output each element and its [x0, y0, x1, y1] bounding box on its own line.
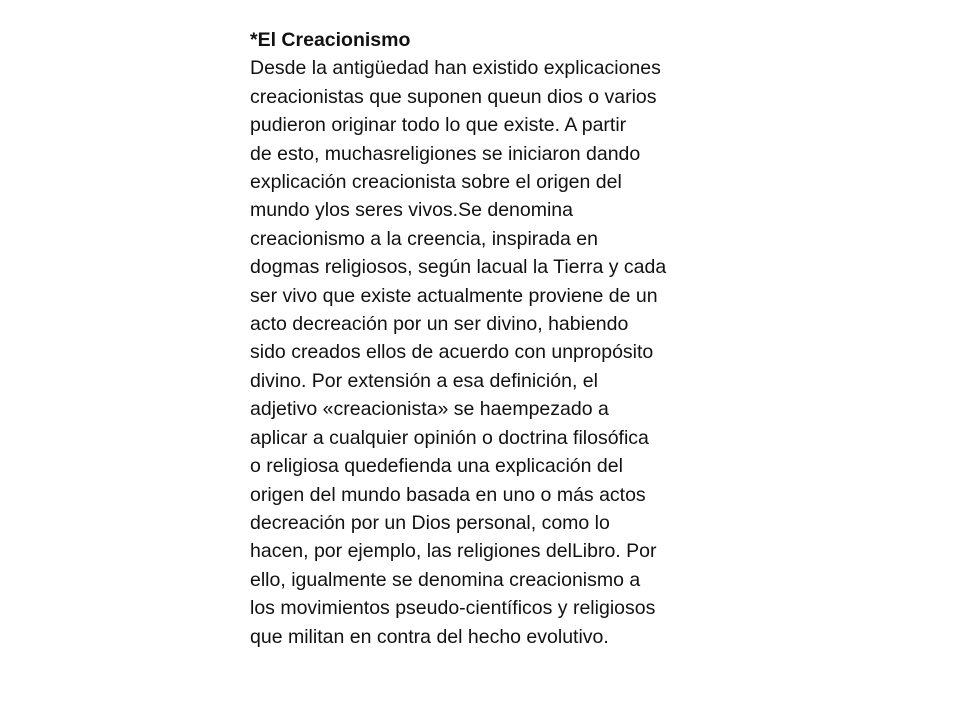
slide-title: *El Creacionismo [250, 29, 411, 51]
body-line: explicación creacionista sobre el origen del [250, 171, 622, 194]
body-line: divino. Por extensión a esa definición, el [250, 369, 598, 392]
body-line: de esto, muchasreligiones se iniciaron dando [250, 142, 641, 165]
body-line: Desde la antigüedad han existido explicaciones [250, 57, 661, 80]
body-line: creacionismo a la creencia, inspirada en [250, 227, 598, 250]
body-line: o religiosa quedefienda una explicación del [250, 455, 623, 478]
body-line: que militan en contra del hecho evolutivo. [250, 625, 609, 648]
body-line: origen del mundo basada en uno o más actos [250, 483, 646, 506]
body-line: ser vivo que existe actualmente proviene de un [250, 284, 658, 307]
body-line: mundo ylos seres vivos.Se denomina [250, 199, 573, 222]
body-line: pudieron originar todo lo que existe. A partir [250, 114, 627, 137]
body-line: dogmas religiosos, según lacual la Tierra y cada [250, 256, 667, 279]
body-line: hacen, por ejemplo, las religiones delLibro. Por [250, 540, 657, 563]
body-line: aplicar a cualquier opinión o doctrina filosófica [250, 426, 649, 449]
body-line: decreación por un Dios personal, como lo [250, 511, 610, 534]
body-line: adjetivo «creacionista» se haempezado a [250, 398, 609, 421]
text-box [250, 26, 720, 651]
body-line: ello, igualmente se denomina creacionismo a [250, 568, 641, 591]
body-line: los movimientos pseudo-científicos y religiosos [250, 597, 656, 620]
body-line: acto decreación por un ser divino, habiendo [250, 313, 629, 336]
body-line: sido creados ellos de acuerdo con unpropósito [250, 341, 654, 364]
body-line: creacionistas que suponen queun dios o varios [250, 85, 657, 108]
